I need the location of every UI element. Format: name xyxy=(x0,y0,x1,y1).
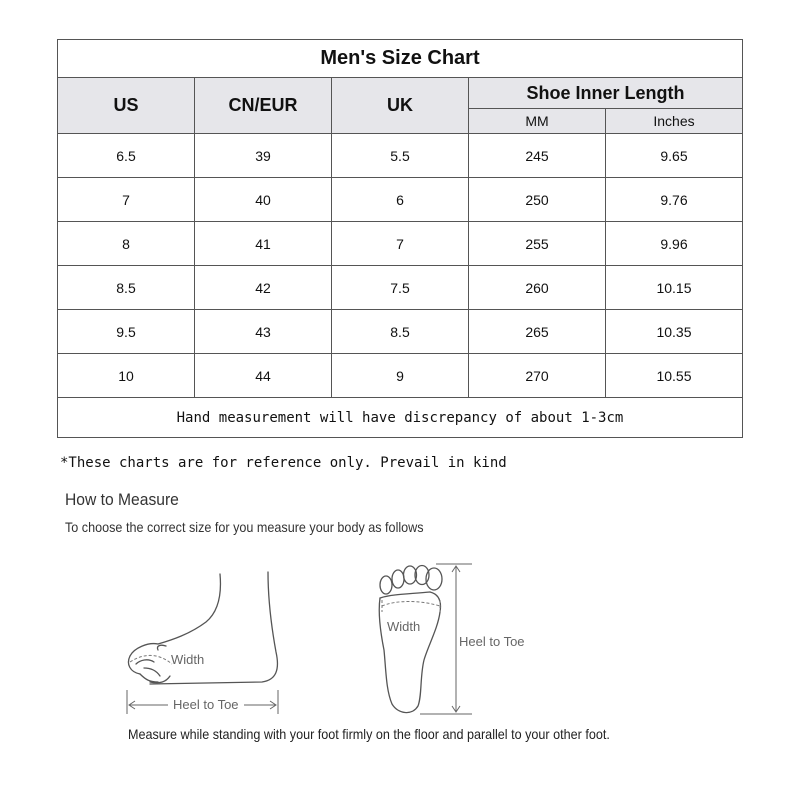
table-row xyxy=(58,266,743,310)
cell-uk: 5.5 xyxy=(332,134,469,178)
side-width-label: Width xyxy=(171,652,205,667)
cell-mm: 245 xyxy=(469,134,606,178)
cell-us: 8.5 xyxy=(58,266,195,310)
cell-cn-eur: 40 xyxy=(195,178,332,222)
cell-mm: 260 xyxy=(469,266,606,310)
cell-uk: 7 xyxy=(332,222,469,266)
header-cn-eur: CN/EUR xyxy=(195,78,332,134)
cell-mm: 255 xyxy=(469,222,606,266)
cell-inches: 10.55 xyxy=(606,354,743,398)
table-row xyxy=(58,134,743,178)
cell-cn-eur: 39 xyxy=(195,134,332,178)
header-shoe-inner-length: Shoe Inner Length xyxy=(469,78,743,109)
side-view-foot-icon xyxy=(128,572,277,684)
table-footnote: Hand measurement will have discrepancy of about 1-3cm xyxy=(58,398,743,438)
size-chart-table xyxy=(57,39,743,438)
header-mm: MM xyxy=(469,109,606,134)
cell-cn-eur: 42 xyxy=(195,266,332,310)
cell-mm: 265 xyxy=(469,310,606,354)
cell-us: 6.5 xyxy=(58,134,195,178)
footprint-icon xyxy=(379,566,442,713)
cell-uk: 9 xyxy=(332,354,469,398)
cell-cn-eur: 43 xyxy=(195,310,332,354)
top-length-label: Heel to Toe xyxy=(459,634,525,649)
cell-inches: 10.35 xyxy=(606,310,743,354)
cell-us: 7 xyxy=(58,178,195,222)
cell-cn-eur: 41 xyxy=(195,222,332,266)
cell-mm: 250 xyxy=(469,178,606,222)
header-inches: Inches xyxy=(606,109,743,134)
table-row xyxy=(58,310,743,354)
measure-instruction: Measure while standing with your foot firmly on the floor and parallel to your other foot. xyxy=(128,726,610,742)
how-to-measure-subtitle: To choose the correct size for you measure your body as follows xyxy=(65,519,424,535)
cell-inches: 9.65 xyxy=(606,134,743,178)
cell-inches: 10.15 xyxy=(606,266,743,310)
cell-uk: 8.5 xyxy=(332,310,469,354)
table-title: Men's Size Chart xyxy=(58,40,743,78)
how-to-measure-title: How to Measure xyxy=(65,490,179,509)
cell-uk: 6 xyxy=(332,178,469,222)
reference-note: *These charts are for reference only. Prevail in kind xyxy=(60,455,507,471)
cell-us: 8 xyxy=(58,222,195,266)
cell-inches: 9.76 xyxy=(606,178,743,222)
header-uk: UK xyxy=(332,78,469,134)
cell-mm: 270 xyxy=(469,354,606,398)
cell-inches: 9.96 xyxy=(606,222,743,266)
table-row xyxy=(58,178,743,222)
cell-cn-eur: 44 xyxy=(195,354,332,398)
side-width-guide xyxy=(130,655,172,664)
header-us: US xyxy=(58,78,195,134)
side-length-label: Heel to Toe xyxy=(173,697,239,712)
cell-us: 10 xyxy=(58,354,195,398)
top-width-guide xyxy=(382,600,440,612)
table-row xyxy=(58,354,743,398)
cell-uk: 7.5 xyxy=(332,266,469,310)
cell-us: 9.5 xyxy=(58,310,195,354)
top-width-label: Width xyxy=(387,619,421,634)
foot-measure-diagram xyxy=(0,550,800,725)
table-row xyxy=(58,222,743,266)
